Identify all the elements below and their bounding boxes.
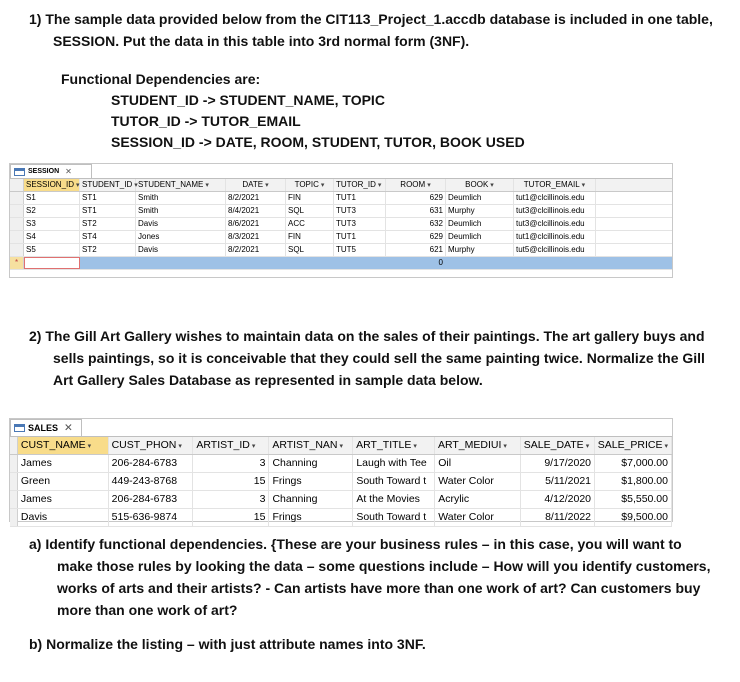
cell-cust-name[interactable]: Green bbox=[18, 473, 109, 490]
cell-student-id[interactable]: ST1 bbox=[80, 192, 136, 204]
select-all-corner[interactable] bbox=[10, 437, 18, 454]
cell-art-title[interactable]: At the Movies bbox=[353, 491, 435, 508]
new-cell[interactable] bbox=[446, 257, 514, 269]
cell-sale-date[interactable]: 9/17/2020 bbox=[521, 455, 595, 472]
row-selector[interactable] bbox=[10, 192, 24, 204]
cell-book[interactable]: Deumlich bbox=[446, 192, 514, 204]
dropdown-icon[interactable]: ▾ bbox=[503, 443, 507, 450]
cell-tutor-email[interactable]: tut3@clcillinois.edu bbox=[514, 218, 596, 230]
cell-student-id[interactable]: ST4 bbox=[80, 231, 136, 243]
col-header-topic[interactable]: TOPIC ▾ bbox=[286, 179, 334, 191]
cell-cust-phone[interactable]: 206-284-6783 bbox=[109, 455, 194, 472]
cell-sale-price[interactable]: $1,800.00 bbox=[595, 473, 672, 490]
table-row[interactable] bbox=[10, 473, 672, 491]
col-header-sale-date[interactable]: SALE_DATE ▾ bbox=[521, 437, 595, 454]
col-header-room[interactable]: ROOM ▾ bbox=[386, 179, 446, 191]
cell-book[interactable]: Deumlich bbox=[446, 231, 514, 243]
cell-tutor-email[interactable]: tut1@clcillinois.edu bbox=[514, 231, 596, 243]
cell-topic[interactable]: FIN bbox=[286, 231, 334, 243]
col-header-cust-name[interactable]: CUST_NAME ▾ bbox=[18, 437, 109, 454]
cell-cust-name[interactable]: James bbox=[18, 491, 109, 508]
new-cell[interactable] bbox=[286, 257, 334, 269]
question-a-text: a) Identify functional dependencies. {These are your business rules – in this case, you will want to make those rules by looking the data – some questions include – How will you identify customers, works of arts and their artists? - Can artists have more than one work of art? Can customers buy more than one work of art? bbox=[29, 536, 711, 618]
cell-art-medium[interactable]: Acrylic bbox=[435, 491, 521, 508]
table-row[interactable] bbox=[10, 244, 672, 257]
cell-session-id[interactable]: S4 bbox=[24, 231, 80, 243]
row-selector[interactable] bbox=[10, 205, 24, 217]
fd-line-3: SESSION_ID -> DATE, ROOM, STUDENT, TUTOR, BOOK USED bbox=[111, 134, 525, 150]
cell-student-name[interactable]: Jones bbox=[136, 231, 226, 243]
cell-cust-phone[interactable]: 449-243-8768 bbox=[109, 473, 194, 490]
dropdown-icon[interactable]: ▾ bbox=[490, 182, 494, 189]
col-header-student-name[interactable]: STUDENT_NAME ▾ bbox=[136, 179, 226, 191]
col-header-artist-name[interactable]: ARTIST_NAN ▾ bbox=[269, 437, 353, 454]
cell-cust-phone[interactable]: 515-636-9874 bbox=[109, 509, 194, 526]
row-selector[interactable] bbox=[10, 509, 18, 526]
new-cell-session-id[interactable] bbox=[24, 257, 80, 269]
row-selector[interactable] bbox=[10, 491, 18, 508]
fd-line-2: TUTOR_ID -> TUTOR_EMAIL bbox=[111, 113, 301, 129]
cell-tutor-email[interactable]: tut3@clcillinois.edu bbox=[514, 205, 596, 217]
select-all-corner[interactable] bbox=[10, 179, 24, 191]
table-row[interactable] bbox=[10, 192, 672, 205]
cell-student-name[interactable]: Davis bbox=[136, 218, 226, 230]
cell-artist-name[interactable]: Channing bbox=[269, 491, 353, 508]
dropdown-icon[interactable]: ▾ bbox=[265, 182, 269, 189]
cell-book[interactable]: Deumlich bbox=[446, 218, 514, 230]
cell-art-title[interactable]: Laugh with Tee bbox=[353, 455, 435, 472]
cell-tutor-email[interactable]: tut1@clcillinois.edu bbox=[514, 192, 596, 204]
cell-art-title[interactable]: South Toward t bbox=[353, 509, 435, 526]
table-row[interactable] bbox=[10, 509, 672, 527]
cell-date[interactable]: 8/3/2021 bbox=[226, 231, 286, 243]
cell-art-medium[interactable]: Water Color bbox=[435, 473, 521, 490]
cell-topic[interactable]: ACC bbox=[286, 218, 334, 230]
dropdown-icon[interactable]: ▾ bbox=[427, 182, 431, 189]
cell-room[interactable]: 629 bbox=[386, 192, 446, 204]
dropdown-icon[interactable]: ▾ bbox=[320, 182, 325, 189]
dropdown-icon[interactable]: ▾ bbox=[251, 443, 256, 450]
new-cell[interactable] bbox=[334, 257, 386, 269]
table-row[interactable] bbox=[10, 491, 672, 509]
col-header-cust-phone[interactable]: CUST_PHON ▾ bbox=[109, 437, 194, 454]
dropdown-icon[interactable]: ▾ bbox=[205, 182, 209, 189]
table-row[interactable] bbox=[10, 205, 672, 218]
table-row[interactable] bbox=[10, 231, 672, 244]
col-header-artist-id[interactable]: ARTIST_ID ▾ bbox=[193, 437, 269, 454]
cell-student-id[interactable]: ST2 bbox=[80, 244, 136, 256]
cell-sale-price[interactable]: $9,500.00 bbox=[595, 509, 672, 526]
cell-session-id[interactable]: S3 bbox=[24, 218, 80, 230]
col-header-date[interactable]: DATE ▾ bbox=[226, 179, 286, 191]
cell-session-id[interactable]: S2 bbox=[24, 205, 80, 217]
cell-sale-price[interactable]: $7,000.00 bbox=[595, 455, 672, 472]
cell-art-title[interactable]: South Toward t bbox=[353, 473, 435, 490]
dropdown-icon[interactable]: ▾ bbox=[134, 182, 138, 189]
dropdown-icon[interactable]: ▾ bbox=[178, 443, 182, 450]
dropdown-icon[interactable]: ▾ bbox=[76, 182, 80, 189]
cell-sale-date[interactable]: 5/11/2021 bbox=[521, 473, 595, 490]
cell-date[interactable]: 8/2/2021 bbox=[226, 244, 286, 256]
question-2-text: 2) The Gill Art Gallery wishes to maintain data on the sales of their paintings. The art gallery buys and sells paintings, so it is conceivable that they could sell the same painting twice. Normalize the Gill Art Gallery Sales Database as represented in sample data below. bbox=[29, 328, 705, 388]
dropdown-icon[interactable]: ▾ bbox=[87, 443, 92, 450]
col-header-session-id[interactable]: SESSION_ID ▾ bbox=[26, 180, 80, 189]
cell-student-name[interactable]: Smith bbox=[136, 192, 226, 204]
row-selector[interactable] bbox=[10, 231, 24, 243]
cell-student-name[interactable]: Smith bbox=[136, 205, 226, 217]
row-selector[interactable] bbox=[10, 218, 24, 230]
dropdown-icon[interactable]: ▾ bbox=[413, 443, 417, 450]
cell-artist-id[interactable]: 3 bbox=[193, 455, 269, 472]
col-header-sale-price[interactable]: SALE_PRICE ▾ bbox=[595, 437, 672, 454]
cell-book[interactable]: Murphy bbox=[446, 244, 514, 256]
dropdown-icon[interactable]: ▾ bbox=[581, 182, 586, 189]
dropdown-icon[interactable]: ▾ bbox=[585, 443, 590, 450]
cell-artist-id[interactable]: 15 bbox=[193, 509, 269, 526]
cell-artist-id[interactable]: 15 bbox=[193, 473, 269, 490]
cell-tutor-id[interactable]: TUT1 bbox=[334, 231, 386, 243]
table-row[interactable] bbox=[10, 455, 672, 473]
cell-student-name[interactable]: Davis bbox=[136, 244, 226, 256]
question-b-text: b) Normalize the listing – with just attribute names into 3NF. bbox=[29, 636, 426, 652]
cell-room[interactable]: 632 bbox=[386, 218, 446, 230]
cell-student-id[interactable]: ST1 bbox=[80, 205, 136, 217]
cell-student-id[interactable]: ST2 bbox=[80, 218, 136, 230]
row-selector[interactable] bbox=[10, 244, 24, 256]
col-header-art-medium[interactable]: ART_MEDIUI ▾ bbox=[435, 437, 521, 454]
table-row[interactable] bbox=[10, 218, 672, 231]
col-header-art-title[interactable]: ART_TITLE ▾ bbox=[353, 437, 435, 454]
cell-book[interactable]: Murphy bbox=[446, 205, 514, 217]
cell-date[interactable]: 8/6/2021 bbox=[226, 218, 286, 230]
fd-heading: Functional Dependencies are: bbox=[61, 71, 261, 87]
row-selector[interactable] bbox=[10, 455, 18, 472]
cell-room[interactable]: 629 bbox=[386, 231, 446, 243]
cell-artist-id[interactable]: 3 bbox=[193, 491, 269, 508]
cell-cust-name[interactable]: Davis bbox=[18, 509, 109, 526]
cell-date[interactable]: 8/2/2021 bbox=[226, 192, 286, 204]
session-table bbox=[9, 163, 673, 278]
col-header-tutor-email[interactable]: TUTOR_EMAIL ▾ bbox=[514, 179, 596, 191]
cell-topic[interactable]: SQL bbox=[286, 205, 334, 217]
cell-artist-name[interactable]: Channing bbox=[269, 455, 353, 472]
cell-artist-name[interactable]: Frings bbox=[269, 473, 353, 490]
cell-topic[interactable]: FIN bbox=[286, 192, 334, 204]
question-1-text: 1) The sample data provided below from the CIT113_Project_1.accdb database is included in one table, SESSION. Put the data in this table into 3rd normal form (3NF). bbox=[29, 11, 713, 49]
cell-art-medium[interactable]: Oil bbox=[435, 455, 521, 472]
close-icon[interactable]: ✕ bbox=[65, 167, 72, 176]
cell-artist-name[interactable]: Frings bbox=[269, 509, 353, 526]
sales-tab[interactable] bbox=[10, 419, 82, 436]
cell-session-id[interactable]: S5 bbox=[24, 244, 80, 256]
cell-tutor-id[interactable]: TUT3 bbox=[334, 218, 386, 230]
cell-room[interactable]: 621 bbox=[386, 244, 446, 256]
new-cell[interactable] bbox=[226, 257, 286, 269]
cell-cust-phone[interactable]: 206-284-6783 bbox=[109, 491, 194, 508]
close-icon[interactable]: ✕ bbox=[64, 422, 73, 434]
cell-cust-name[interactable]: James bbox=[18, 455, 109, 472]
session-tab[interactable] bbox=[10, 164, 92, 178]
cell-session-id[interactable]: S1 bbox=[24, 192, 80, 204]
cell-sale-date[interactable]: 4/12/2020 bbox=[521, 491, 595, 508]
session-tab-bar bbox=[10, 164, 672, 179]
cell-tutor-email[interactable]: tut5@clcillinois.edu bbox=[514, 244, 596, 256]
session-tab-label: SESSION bbox=[28, 168, 60, 175]
cell-sale-price[interactable]: $5,550.00 bbox=[595, 491, 672, 508]
table-icon bbox=[14, 424, 25, 432]
dropdown-icon[interactable]: ▾ bbox=[377, 182, 382, 189]
col-header-tutor-id[interactable]: TUTOR_ID ▾ bbox=[334, 179, 386, 191]
cell-sale-date[interactable]: 8/11/2022 bbox=[521, 509, 595, 526]
cell-art-medium[interactable]: Water Color bbox=[435, 509, 521, 526]
cell-tutor-id[interactable]: TUT5 bbox=[334, 244, 386, 256]
dropdown-icon[interactable]: ▾ bbox=[339, 443, 343, 450]
cell-room[interactable]: 631 bbox=[386, 205, 446, 217]
cell-tutor-id[interactable]: TUT1 bbox=[334, 192, 386, 204]
cell-tutor-id[interactable]: TUT3 bbox=[334, 205, 386, 217]
new-cell[interactable] bbox=[136, 257, 226, 269]
new-row-marker: * bbox=[10, 257, 24, 269]
cell-topic[interactable]: SQL bbox=[286, 244, 334, 256]
sales-tab-label: SALES bbox=[28, 423, 59, 433]
new-cell[interactable] bbox=[80, 257, 136, 269]
session-header-row bbox=[10, 179, 672, 192]
table-icon bbox=[14, 168, 25, 176]
col-header-student-id[interactable]: STUDENT_ID ▾ bbox=[82, 180, 138, 189]
new-cell[interactable] bbox=[514, 257, 596, 269]
col-header-book[interactable]: BOOK ▾ bbox=[446, 179, 514, 191]
new-cell-room[interactable]: 0 bbox=[438, 258, 443, 267]
sales-table bbox=[9, 418, 673, 522]
row-selector[interactable] bbox=[10, 473, 18, 490]
sales-tab-bar bbox=[10, 419, 672, 437]
fd-line-1: STUDENT_ID -> STUDENT_NAME, TOPIC bbox=[111, 92, 385, 108]
dropdown-icon[interactable]: ▾ bbox=[664, 443, 669, 450]
sales-header-row bbox=[10, 437, 672, 455]
new-record-row[interactable] bbox=[10, 257, 672, 270]
cell-date[interactable]: 8/4/2021 bbox=[226, 205, 286, 217]
